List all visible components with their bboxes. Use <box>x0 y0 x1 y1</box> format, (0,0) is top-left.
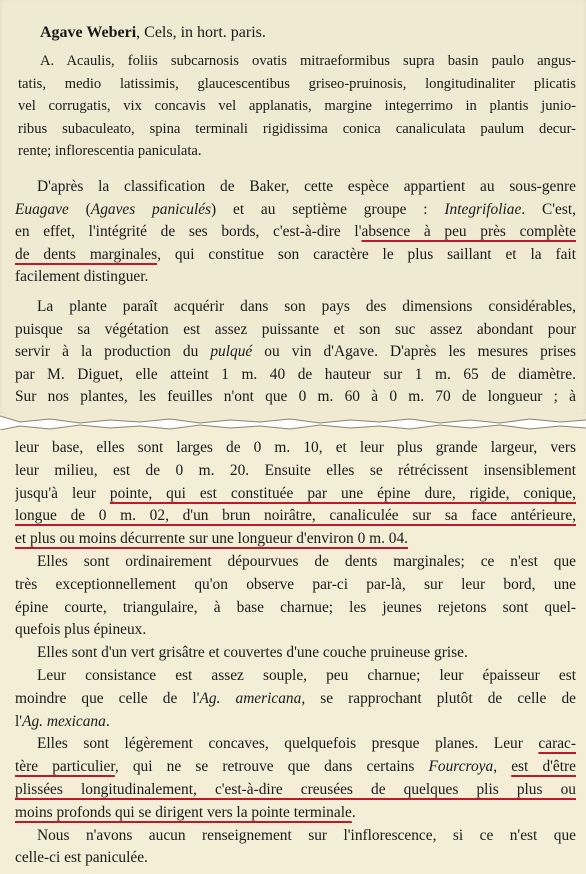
italic-text: Integrifoliae <box>444 200 522 218</box>
underlined-text: pointe, qui est constituée par une épine dure, rigide, conique, <box>109 484 576 502</box>
underlined-text: moins profonds qui se dirigent vers la pointe terminale <box>15 803 352 821</box>
leaf-description <box>15 437 576 870</box>
paragraph-classification <box>15 176 576 289</box>
italic-text: Fourcroya <box>428 758 494 776</box>
text-run: l' <box>15 712 23 730</box>
underlined-text: absence à peu près complète <box>361 223 576 241</box>
text-line: Leur consistance est assez souple, peu charnue; leur épaisseur est <box>37 666 576 684</box>
page-fragment-top <box>0 0 586 418</box>
text-line <box>15 733 576 756</box>
text-line <box>15 688 576 711</box>
latin-line: tatis, medio latissimis, glaucescentibus griseo-pruinosis, longitudinaliter plicatis <box>18 75 576 92</box>
latin-line: rente; inflorescentia paniculata. <box>18 143 202 160</box>
species-authority: , Cels, in hort. paris. <box>136 24 266 41</box>
text-line: Elles sont ordinairement dépourvues de dents marginales; ce n'est que <box>37 552 576 570</box>
latin-line: ribus subaculeato, spina terminali rigidissima conica canaliculata paulum decur- <box>18 120 576 137</box>
text-line <box>15 199 576 222</box>
text-run: jusqu'à leur <box>15 484 110 502</box>
text-line <box>15 221 576 244</box>
italic-text: Ag. americana <box>199 689 302 707</box>
text-run: . <box>351 803 356 821</box>
text-run: servir à la production du <box>15 343 211 361</box>
text-line <box>15 341 576 364</box>
text-run: . C'est, <box>521 200 576 218</box>
species-heading <box>40 22 266 45</box>
text-run: Elles sont légèrement concaves, quelquefois presque planes. Leur <box>37 735 539 753</box>
underlined-text: plissées longitudinalement, c'est-à-dire creusées de quelques plis plus ou <box>15 780 576 798</box>
text-line <box>15 779 576 802</box>
text-line: Nous n'avons aucun renseignement sur l'inflorescence, si ce n'est que <box>37 826 576 844</box>
paragraph-dimensions <box>15 296 576 409</box>
text-line: facilement distinguer. <box>15 268 149 286</box>
text-run: . <box>105 712 110 730</box>
page-fragment-bottom <box>0 430 586 874</box>
text-run: , qui ne se retrouve que dans certains <box>114 758 429 776</box>
italic-text: Euagave <box>15 200 69 218</box>
text-run: moindre que celle de l' <box>15 689 200 707</box>
text-line <box>15 528 576 551</box>
text-line: quefois plus épineux. <box>15 621 147 639</box>
text-run: ) et au septième groupe : <box>211 200 445 218</box>
underlined-text: carac- <box>538 735 576 753</box>
italic-text: pulqué <box>210 343 253 361</box>
text-run: , qui constitue son caractère le plus saillant et la fait <box>157 245 576 263</box>
latin-line: A. Acaulis, foliis subcarnosis ovatis mitraeformibus supra basin paulo angus- <box>40 53 576 69</box>
text-run: , se rapprochant plutôt de celle de <box>301 689 576 707</box>
underlined-text: longue de 0 m. 02, d'un brun noirâtre, canaliculée sur sa face antérieure, <box>15 507 576 525</box>
latin-line: vel corrugatis, vix concavis vel applanatis, margine integerrimo in plantis junio- <box>18 98 576 115</box>
latin-description <box>18 50 576 163</box>
text-line: celle-ci est paniculée. <box>15 849 148 867</box>
species-name: Agave Weberi <box>40 24 137 41</box>
text-line: La plante paraît acquérir dans son pays des dimensions considérables, <box>37 298 576 315</box>
text-line <box>15 244 576 267</box>
italic-text: Ag. mexicana <box>22 712 106 730</box>
underlined-text: tère particulier <box>15 758 115 776</box>
underlined-text: est d'être <box>511 758 576 776</box>
text-line <box>15 802 576 825</box>
text-line: puisque sa végétation est assez puissante et son suc assez abondant pour <box>15 320 576 338</box>
text-line: par M. Diguet, elle atteint 1 m. 40 de hauteur sur 1 m. 65 de diamètre. <box>15 365 576 383</box>
text-line: D'après la classification de Baker, cette espèce appartient au sous-genre <box>37 178 576 195</box>
italic-text: Agaves paniculés <box>90 200 212 218</box>
text-run: en effet, l'intégrité de ses bords, c'est-à-dire l' <box>15 223 362 241</box>
text-line: épine courte, triangulaire, à base charnue; les jeunes rejetons sont quel- <box>15 598 576 616</box>
text-line: très exceptionnellement qu'on observe par-ci par-là, sur leur bord, une <box>15 575 576 593</box>
text-line: Sur nos plantes, les feuilles n'ont que 0 m. 60 à 0 m. 70 de longueur ; à <box>15 388 576 406</box>
underlined-text: et plus ou moins décurrente sur une longueur d'environ 0 m. 04. <box>15 530 409 548</box>
text-run: ( <box>68 200 91 218</box>
text-line <box>15 711 576 734</box>
underlined-text: de dents marginales <box>15 245 158 263</box>
text-line: leur base, elles sont larges de 0 m. 10, et leur plus grande largeur, vers <box>15 439 576 456</box>
text-line: leur milieu, est de 0 m. 20. Ensuite elles se rétrécissent insensiblement <box>15 461 576 479</box>
text-line: Elles sont d'un vert grisâtre et couvertes d'une couche pruineuse grise. <box>37 644 468 662</box>
text-line <box>15 756 576 779</box>
text-run: ou vin d'Agave. D'après les mesures prises <box>252 343 576 361</box>
text-run: , <box>493 758 512 776</box>
text-line <box>15 483 576 506</box>
text-line <box>15 505 576 528</box>
